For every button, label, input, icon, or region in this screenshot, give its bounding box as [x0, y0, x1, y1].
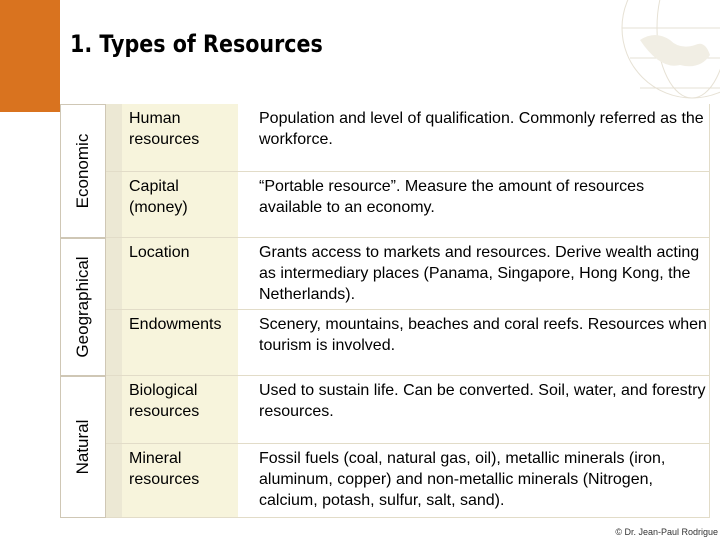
category-label: Geographical [73, 256, 92, 358]
table-row [106, 104, 710, 172]
table-row [106, 376, 710, 444]
term-text: Location [129, 244, 190, 261]
category-geographical [60, 238, 106, 376]
copyright-footer: © Dr. Jean-Paul Rodrigue [615, 527, 718, 537]
category-label: Economic [73, 133, 92, 209]
accent-block [0, 0, 60, 112]
term-text: Capital (money) [129, 178, 188, 216]
table-row [106, 172, 710, 238]
globe-icon [600, 0, 720, 120]
term-text: Endowments [129, 316, 222, 333]
description-text: Fossil fuels (coal, natural gas, oil), metallic minerals (iron, aluminum, copper) and non-metallic minerals (Nitrogen, calcium, potash, sulfur, salt, sand). [259, 450, 666, 509]
table-row [106, 238, 710, 310]
table-row [106, 444, 710, 518]
page-title: 1. Types of Resources [70, 30, 323, 58]
term-text: Mineral resources [129, 450, 200, 488]
category-label: Natural [73, 419, 92, 475]
description-text: Scenery, mountains, beaches and coral reefs. Resources when tourism is involved. [259, 316, 707, 354]
category-natural [60, 376, 106, 518]
term-text: Human resources [129, 110, 200, 148]
description-text: “Portable resource”. Measure the amount of resources available to an economy. [259, 178, 645, 216]
category-economic [60, 104, 106, 238]
term-text: Biological resources [129, 382, 200, 420]
description-text: Used to sustain life. Can be converted. Soil, water, and forestry resources. [259, 382, 706, 420]
table-row [106, 310, 710, 376]
description-text: Grants access to markets and resources. Derive wealth acting as intermediary places (Panama, Singapore, Hong Kong, the Netherlands). [259, 244, 700, 303]
description-text: Population and level of qualification. Commonly referred as the workforce. [259, 110, 704, 148]
